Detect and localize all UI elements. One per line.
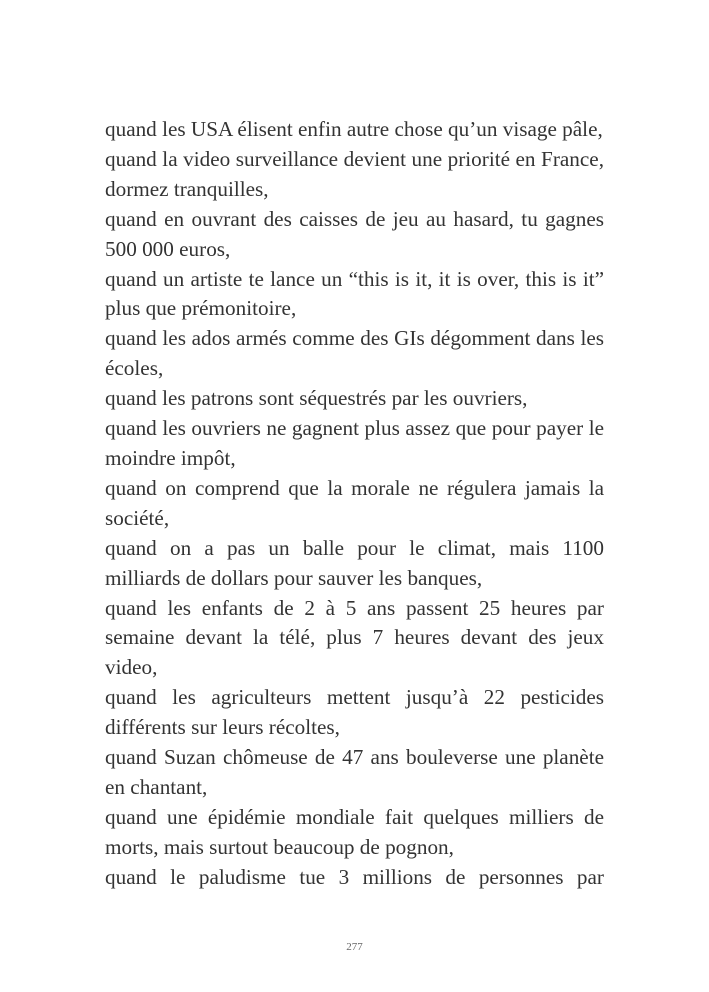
paragraph: quand les enfants de 2 à 5 ans passent 25 heures par semaine devant la télé, plus 7 heures devant des jeux video, xyxy=(105,595,604,680)
paragraph: quand Suzan chômeuse de 47 ans bouleverse une planète en chantant, xyxy=(105,745,604,799)
paragraph: quand les ados armés comme des GIs dégomment dans les écoles, xyxy=(105,326,604,381)
paragraph: quand la video surveillance devient une priorité en France, dormez tranquilles, xyxy=(105,146,604,201)
paragraph: quand les ouvriers ne gagnent plus assez que pour payer le moindre impôt, xyxy=(105,416,604,470)
paragraph: quand les patrons sont séquestrés par les ouvriers, xyxy=(105,386,528,411)
paragraph: quand le paludisme tue 3 millions de personnes par xyxy=(105,864,604,889)
paragraph: quand les agriculteurs mettent jusqu’à 22 pesticides différents sur leurs récoltes, xyxy=(105,685,604,740)
page-number: 277 xyxy=(346,941,363,953)
paragraph: quand on comprend que la morale ne régulera jamais la société, xyxy=(105,475,604,530)
body-text xyxy=(105,115,604,893)
paragraph: quand en ouvrant des caisses de jeu au hasard, tu gagnes 500 000 euros, xyxy=(105,206,604,261)
paragraph: quand un artiste te lance un “this is it, it is over, this is it” plus que prémonitoire, xyxy=(105,266,604,321)
paragraph: quand une épidémie mondiale fait quelques milliers de morts, mais surtout beaucoup de pognon, xyxy=(105,804,604,859)
paragraph: quand les USA élisent enfin autre chose qu’un visage pâle, xyxy=(105,117,603,141)
paragraph: quand on a pas un balle pour le climat, mais 1100 milliards de dollars pour sauver les banques, xyxy=(105,535,604,590)
